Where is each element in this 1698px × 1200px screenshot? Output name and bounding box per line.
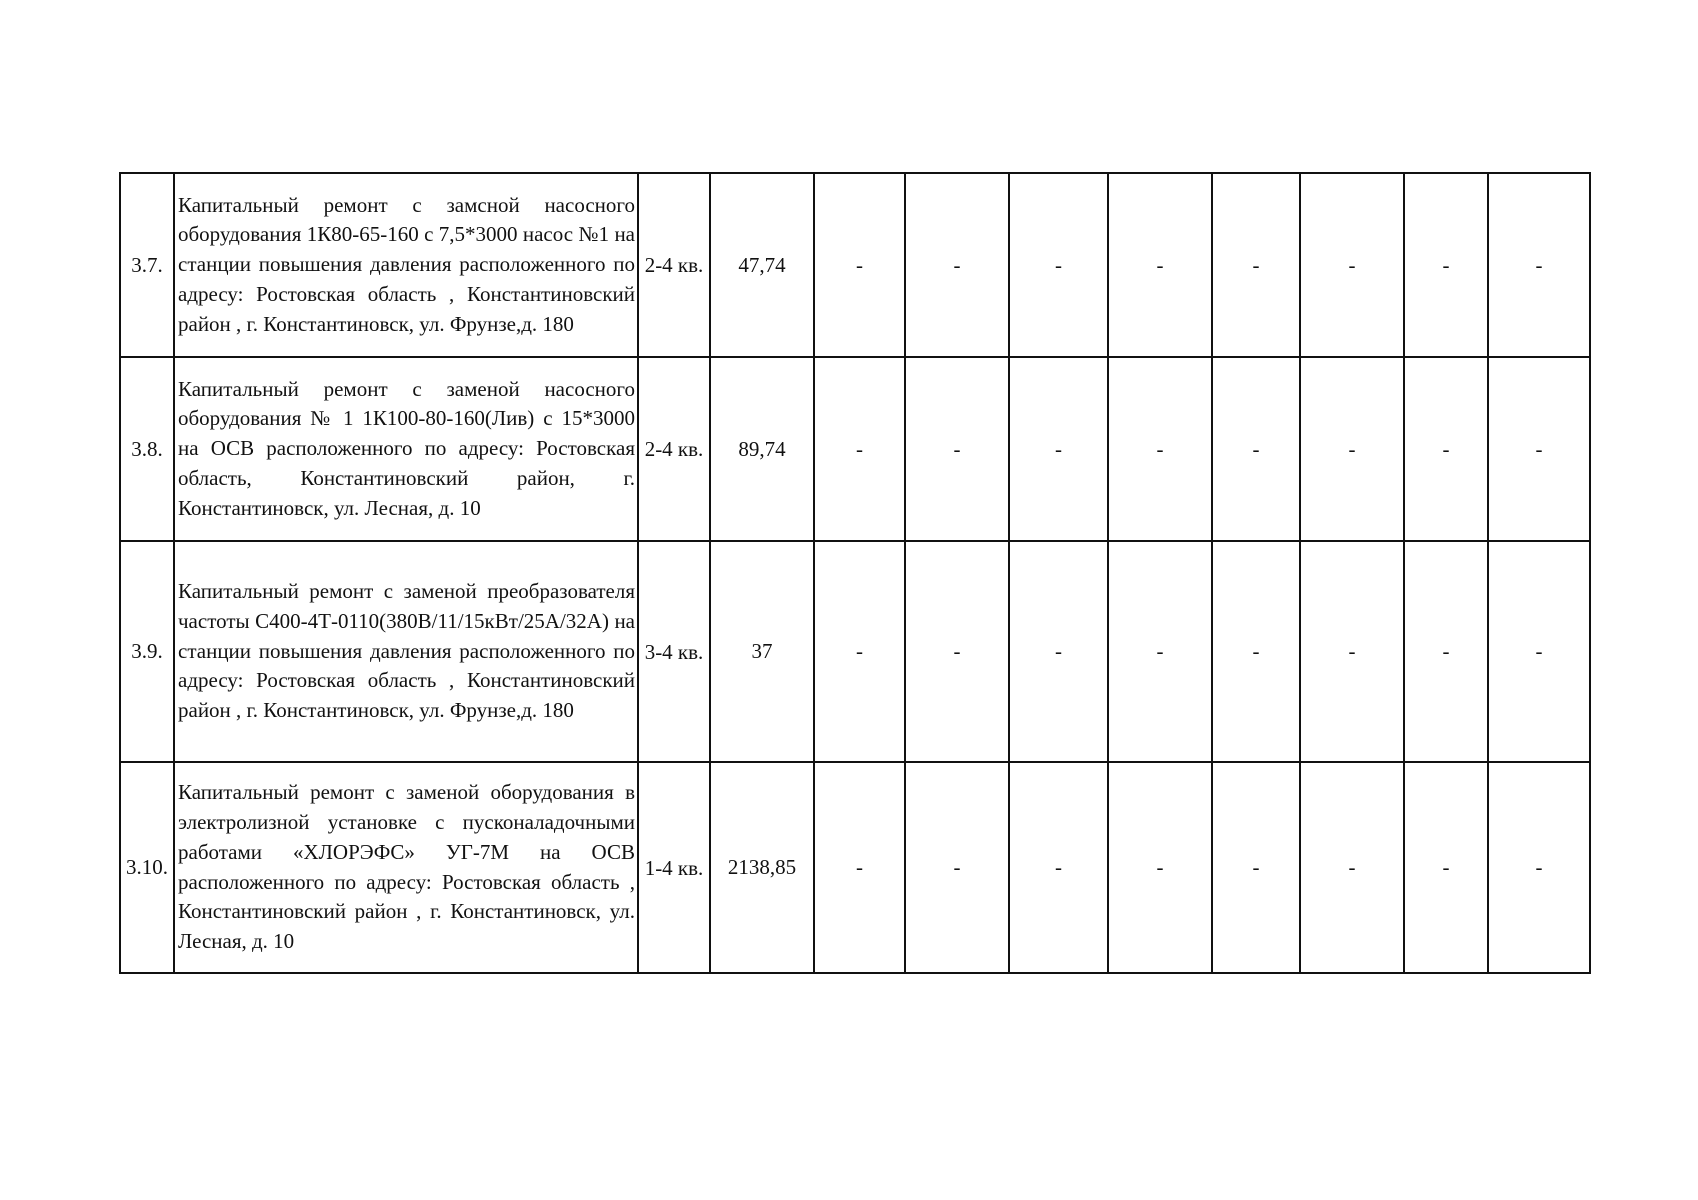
work-description: Капитальный ремонт с заменой преобразователя частоты С400-4Т-0110(380В/11/15кВт/25А/32А) на станции повышения давления расположенного по адресу: Ростовская область , Константиновский район , г. Константиновск, ул. Фрунзе,д. 180 [174, 541, 638, 762]
value-cell: - [1488, 541, 1590, 762]
amount-cell: 47,74 [710, 173, 814, 357]
table-row [120, 762, 1590, 973]
value-cell: - [1488, 357, 1590, 541]
value-cell: - [1404, 173, 1488, 357]
value-cell: - [1212, 173, 1300, 357]
period-cell: 3-4 кв. [638, 541, 710, 762]
period-cell: 2-4 кв. [638, 173, 710, 357]
value-cell: - [1212, 762, 1300, 973]
value-cell: - [1009, 541, 1108, 762]
amount-cell: 89,74 [710, 357, 814, 541]
work-description: Капитальный ремонт с замсной насосного оборудования 1К80-65-160 с 7,5*3000 насос №1 на станции повышения давления расположенного по адресу: Ростовская область , Константиновский район , г. Константиновск, ул. Фрунзе,д. 180 [174, 173, 638, 357]
value-cell: - [1009, 357, 1108, 541]
value-cell: - [1212, 357, 1300, 541]
value-cell: - [1009, 173, 1108, 357]
value-cell: - [1300, 762, 1404, 973]
value-cell: - [814, 173, 905, 357]
value-cell: - [1108, 357, 1212, 541]
value-cell: - [905, 541, 1009, 762]
works-table [119, 172, 1591, 974]
amount-cell: 2138,85 [710, 762, 814, 973]
amount-cell: 37 [710, 541, 814, 762]
value-cell: - [814, 762, 905, 973]
value-cell: - [905, 357, 1009, 541]
value-cell: - [905, 173, 1009, 357]
work-description: Капитальный ремонт с заменой насосного оборудования № 1 1К100-80-160(Лив) с 15*3000 на ОСВ расположенного по адресу: Ростовская область, Константиновский район, г. Константиновск, ул. Лесная, д. 10 [174, 357, 638, 541]
value-cell: - [1108, 173, 1212, 357]
table-row [120, 357, 1590, 541]
period-cell: 2-4 кв. [638, 357, 710, 541]
value-cell: - [1108, 762, 1212, 973]
value-cell: - [1212, 541, 1300, 762]
table-row [120, 173, 1590, 357]
value-cell: - [1404, 541, 1488, 762]
value-cell: - [1300, 357, 1404, 541]
value-cell: - [814, 357, 905, 541]
value-cell: - [1300, 541, 1404, 762]
value-cell: - [905, 762, 1009, 973]
value-cell: - [1404, 357, 1488, 541]
period-cell: 1-4 кв. [638, 762, 710, 973]
table-row [120, 541, 1590, 762]
value-cell: - [814, 541, 905, 762]
value-cell: - [1300, 173, 1404, 357]
value-cell: - [1404, 762, 1488, 973]
row-number: 3.10. [120, 762, 174, 973]
work-description: Капитальный ремонт с заменой оборудования в электролизной установке с пусконаладочными работами «ХЛОРЭФС» УГ-7М на ОСВ расположенного по адресу: Ростовская область , Константиновский район , г. Константиновск, ул. Лесная, д. 10 [174, 762, 638, 973]
row-number: 3.8. [120, 357, 174, 541]
value-cell: - [1488, 173, 1590, 357]
value-cell: - [1009, 762, 1108, 973]
value-cell: - [1108, 541, 1212, 762]
value-cell: - [1488, 762, 1590, 973]
row-number: 3.7. [120, 173, 174, 357]
row-number: 3.9. [120, 541, 174, 762]
